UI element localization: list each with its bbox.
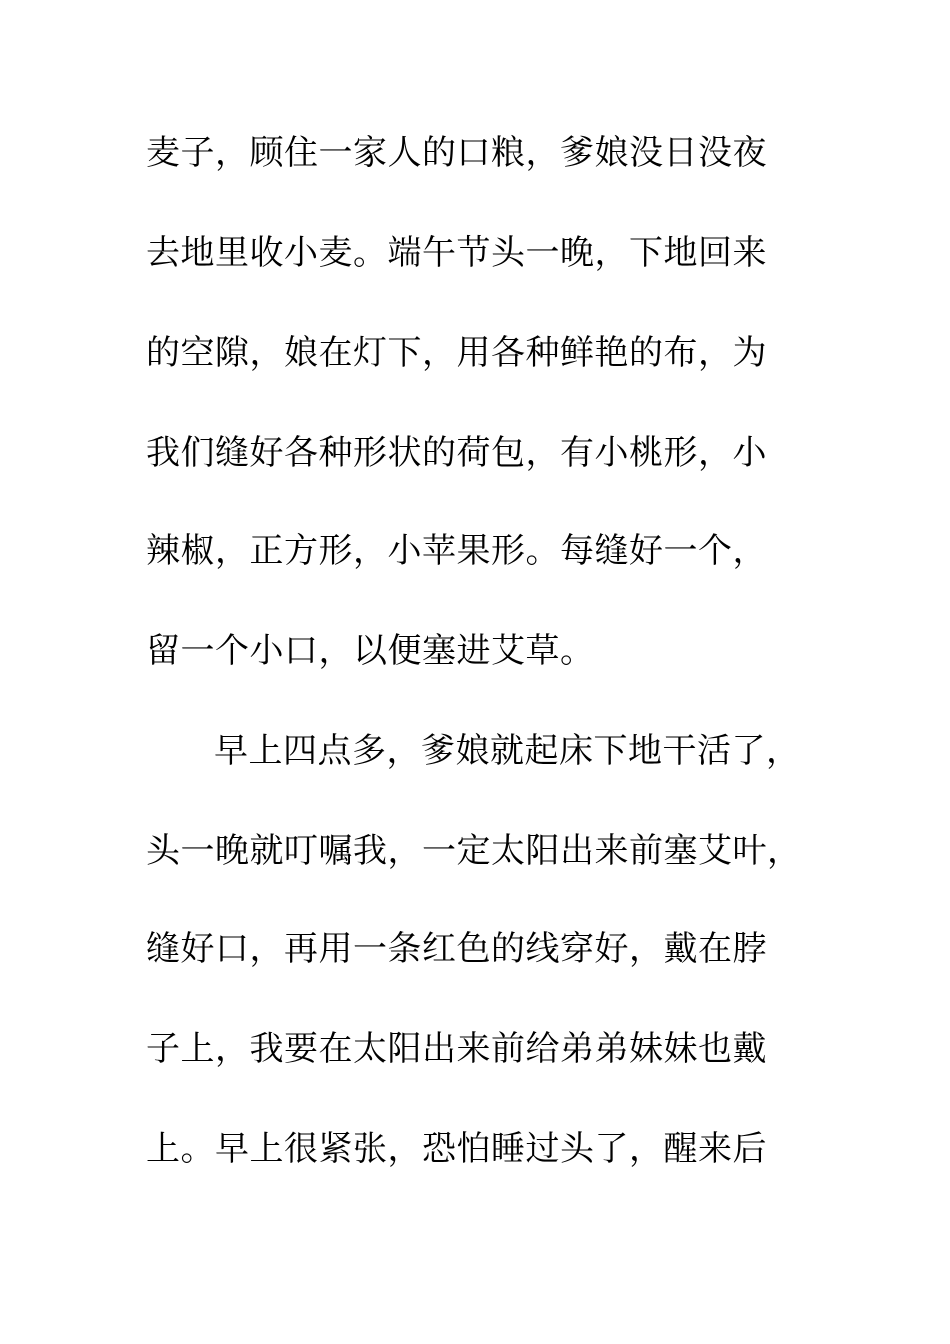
text-line: 子上，我要在太阳出来前给弟弟妹妹也戴: [146, 1029, 767, 1069]
text-line: 头一晚就叮嘱我，一定太阳出来前塞艾叶，: [146, 831, 802, 871]
text-line: 上。早上很紧张，恐怕睡过头了，醒来后: [146, 1129, 767, 1169]
paragraph-first-line: 早上四点多，爹娘就起床下地干活了，: [214, 731, 801, 771]
text-line: 缝好口，再用一条红色的线穿好，戴在脖: [146, 929, 767, 969]
text-line: 麦子，顾住一家人的口粮，爹娘没日没夜: [146, 133, 767, 173]
text-line: 去地里收小麦。端午节头一晚，下地回来: [146, 233, 767, 273]
text-line: 我们缝好各种形状的荷包，有小桃形，小: [146, 433, 767, 473]
text-line: 的空隙，娘在灯下，用各种鲜艳的布，为: [146, 333, 767, 373]
text-line: 留一个小口，以便塞进艾草。: [146, 631, 595, 671]
text-line: 辣椒，正方形，小苹果形。每缝好一个，: [146, 531, 767, 571]
